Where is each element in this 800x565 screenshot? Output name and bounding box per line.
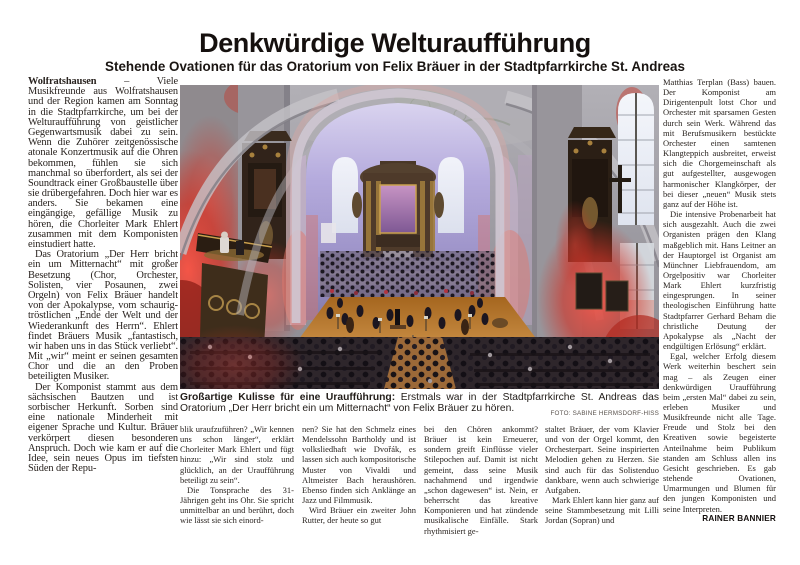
right-column — [663, 77, 776, 546]
conductor — [395, 309, 400, 325]
column-d — [545, 424, 659, 546]
author-byline: RAINER BANNIER — [702, 513, 776, 523]
paragraph: Das Oratorium „Der Herr bricht ein um Mitternacht“ mit großer Besetzung (Chor, Orchester, Solisten, vier Posaunen, zwei Orgeln) von Felix Bräuer handelt von der Apokalypse, vom schaurig-tröstlichen „Ende der Welt und der Wiederankunft des Herrn“. Ehlert findet Bräuers Musik „fantastisch, wir haben uns in das Stück verliebt“. Mit „wir“ meint er seinen gesamten Chor und die an den Proben beteiligten Musiker. — [28, 249, 178, 383]
paragraph: Wolfratshausen – Viele Musikfreunde aus Wolfratshausen und der Region kamen am Sonntag in die Stadtpfarrkirche, um bei der Welturaufführung von geistlicher Gegenwartsmusik dabei zu sein. Wenn die Zuhörer zeitgenössische atonale Konzertmusik auf die Ohren bekommen, fühlen sie sich manchmal so überfordert, als sei der Soundtrack einer Großbaustelle über sie drübergefahren. Doch hier war es anders. Sie bekamen eine eingängige, gefällige Musik zu hören, die Chorleiter Mark Ehlert zusammen mit dem Komponisten einstudiert hatte. — [28, 77, 178, 250]
paragraph: Die intensive Probenarbeit hat sich ausgezahlt. Auch die zwei Organisten prägen den Klang maßgeblich mit. Hans Leitner an der Hauptorgel ist Organist am Münchner Liebfrauendom, am Orgelpositiv war Chorleiter Mark Ehlert kurzfristig eingesprungen. In seiner theologischen Einführung hatte Stadtpfarrer Gerhard Beham die christliche Deutung der Apokalypse als „Nacht der endgültigen Erlösung“ erklärt. — [663, 209, 776, 352]
paragraph: Matthias Terplan (Bass) bauen. Der Komponist am Dirigentenpult lotst Chor und Orchester mit sparsamen Gesten durch sein Werk. Während das mit Berufsmusikern bestückte Orchester einen samtenen Klangteppich ausbreitet, erweist sich die Chorgemeinschaft als gut aufgestellter, ausgewogen harmonischer Klangkörper, der bei dieser „neuen“ Musik stets ganz auf der Höhe ist. — [663, 77, 776, 209]
paragraph: Wird Bräuer ein zweiter John Rutter, der heute so gut — [302, 505, 416, 526]
column-c — [424, 424, 538, 546]
paragraph: nen? Sie hat den Schmelz eines Mendelssohn Bartholdy und ist volksliedhaft wie Dvořák, es lassen sich auch kompositorische Muster von Vivaldi und Altmeister Bach heraushören. Ebenso finden sich Anklänge an Jazz und Filmmusik. — [302, 424, 416, 506]
high-altar — [352, 161, 444, 261]
paragraph: bei den Chören ankommt? Bräuer ist kein Erneuerer, sondern greift Einflüsse vieler Stilepochen auf. Damit ist nicht gemeint, dass seine Musik nachahmend und irgendwie „schon dagewesen“ ist. Nein, er beherrscht das kreative Komponieren und hat zündende musikalische Einfälle. Stark rhythmisiert ge- — [424, 424, 538, 536]
paragraph: blik uraufzuführen? „Wir kennen uns schon länger“, erklärt Chorleiter Mark Ehlert und fügt hinzu: „Wir sind stolz und glücklich, an der Uraufführung beteiligt zu sein“. — [180, 424, 294, 485]
photo-caption — [180, 392, 659, 418]
photo-credit: FOTO: SABINE HERMSDORF-HISS — [550, 410, 659, 417]
paragraph: Der Komponist stammt aus dem sächsischen Bautzen und ist sorbischer Herkunft. Sorben sind eine nationale Minderheit mit eigener Sprache und Kultur. Bräuer verkörpert diesen besonderen Anspruch. Doch wie kam er auf die Idee, sein neues Opus im tiefsten Süden der Repu- — [28, 381, 178, 475]
column-b — [302, 424, 416, 546]
column-a — [180, 424, 294, 546]
church-photo-svg — [180, 85, 659, 389]
article-subtitle: Stehende Ovationen für das Oratorium von Felix Bräuer in der Stadtpfarrkirche St. Andreas — [105, 59, 685, 74]
article-title: Denkwürdige Welturaufführung — [199, 28, 591, 58]
caption-lead: Großartige Kulisse für eine Uraufführung: — [180, 392, 396, 403]
paragraph: Die Tonsprache des 31-Jährigen geht ins Ohr. Sie spricht unmittelbar an und berührt, doch wie lässt sie sich einord- — [180, 484, 294, 526]
caption-text: Erstmals war in der Stadtpfarrkirche St. Andreas das Oratorium „Der Herr bricht ein um Mitternacht“ von Felix Bräuer zu hören. — [180, 392, 659, 415]
paragraph: staltet Bräuer, der vom Klavier und von der Orgel kommt, den Orchesterpart. Seine inspirierten Melodien gehen zu Herzen. Sie sind auch für das Solistenduo dankbare, wenn auch schwierige Aufgaben. — [545, 424, 659, 495]
choir — [320, 251, 495, 297]
paragraph: Mark Ehlert kann hier ganz auf seine Stammbesetzung mit Lilli Jordan (Sopran) und — [545, 495, 659, 526]
altar-painting — [380, 185, 416, 233]
church-photo — [180, 85, 659, 389]
left-column — [28, 77, 178, 546]
paragraph: Egal, welcher Erfolg diesem Werk weiterhin beschert sein mag – als Zeugen einer denkwürdigen Uraufführung beim „ersten Mal“ dabei zu sein, erleben Musiker und Musikfreunde nicht alle Tage. Freude und Stolz bei den Kreativen sowie begeisterte Anteilnahme beim Publikum standen am Schluss allen ins Gesicht geschrieben. Es gab stehende Ovationen, Umarmungen und Blumen für den jungen Komponisten und seine Interpreten. — [663, 351, 776, 514]
dateline: Wolfratshausen — [28, 77, 97, 87]
